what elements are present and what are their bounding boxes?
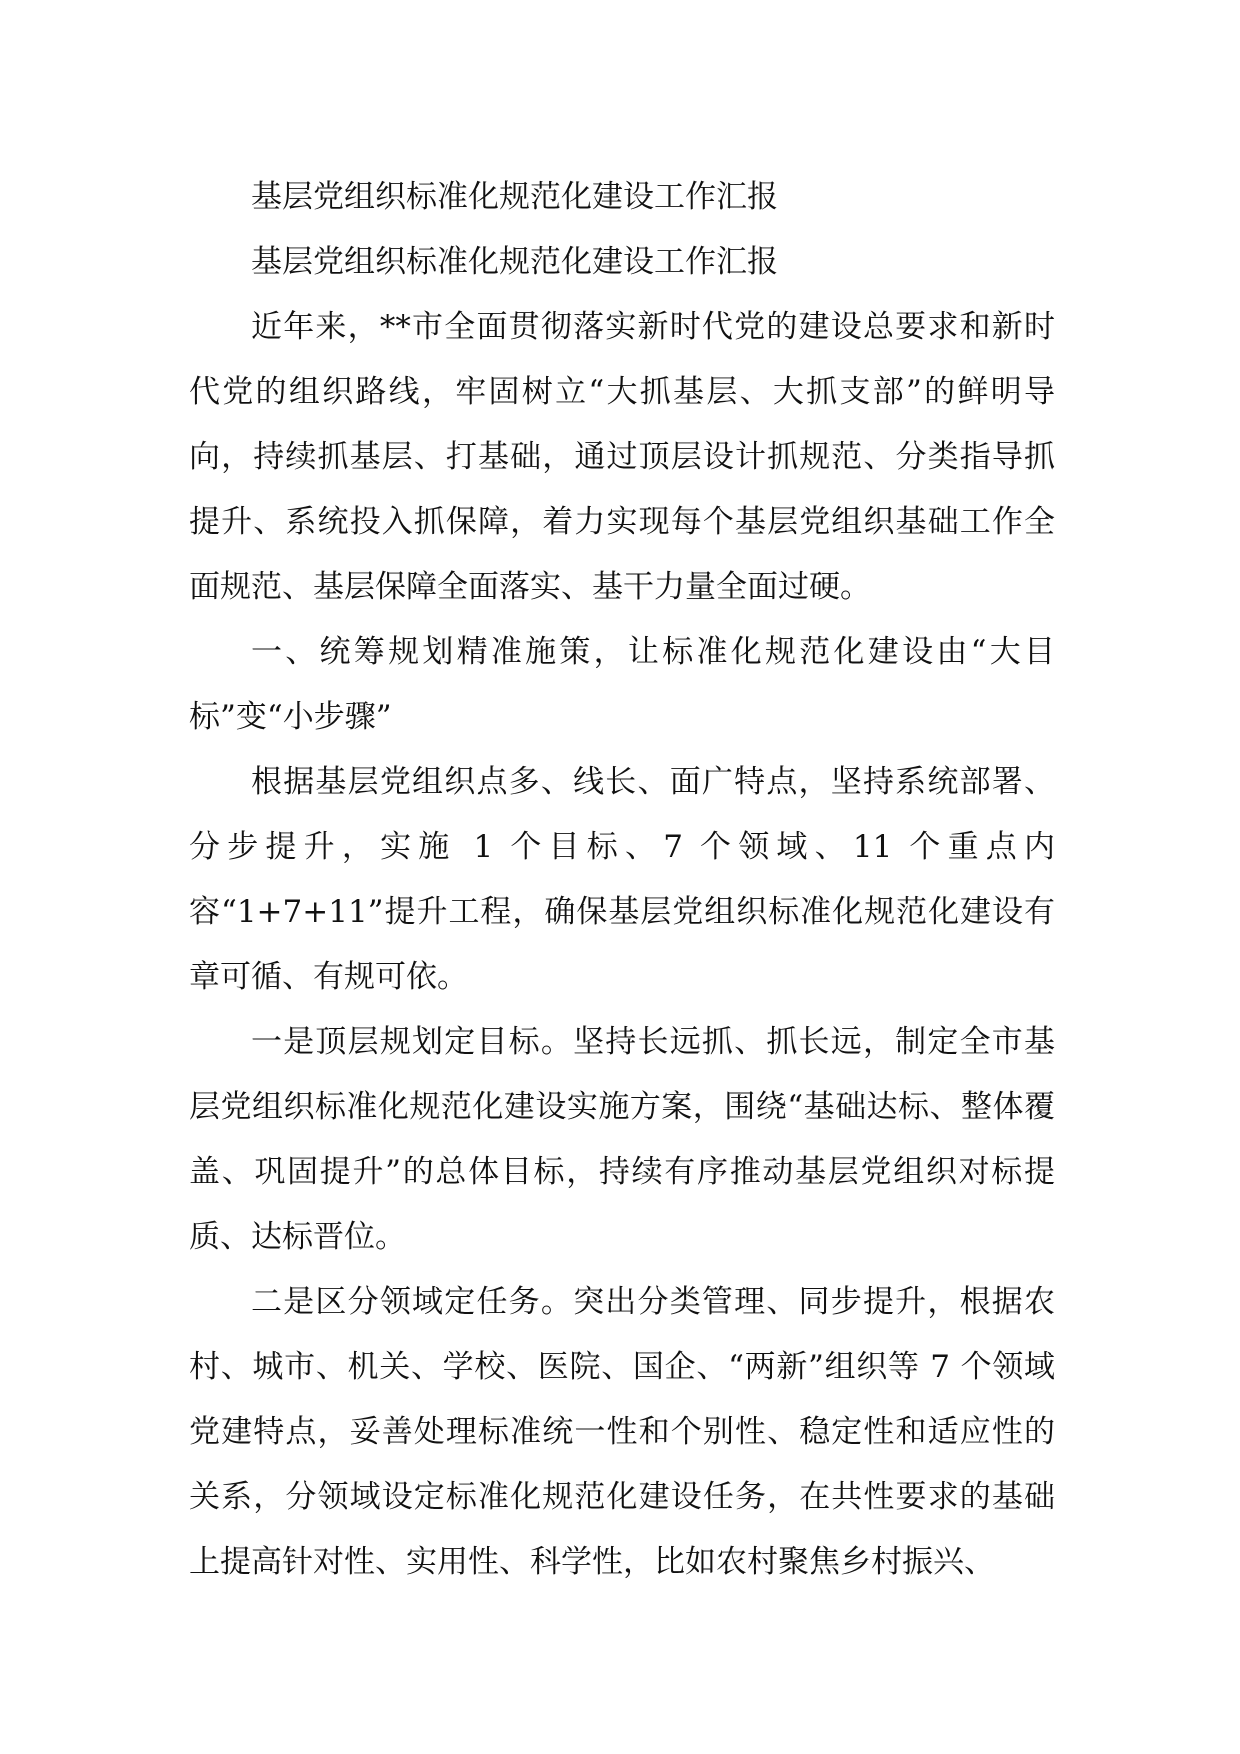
section-heading-1: 一、统筹规划精准施策，让标准化规范化建设由“大目标”变“小步骤” [189,634,1055,735]
intro-paragraph: 近年来，**市全面贯彻落实新时代党的建设总要求和新时代党的组织路线，牢固树立“大抓基层、大抓支部”的鲜明导向，持续抓基层、打基础，通过顶层设计抓规范、分类指导抓提升、系统投入抓保障，着力实现每个基层党组织基础工作全面规范、基层保障全面落实、基干力量全面过硬。 [189,309,1055,605]
body-paragraph: 二是区分领域定任务。突出分类管理、同步提升，根据农村、城市、机关、学校、医院、国企、“两新”组织等 7 个领域党建特点，妥善处理标准统一性和个别性、稳定性和适应性的关系，分领域设定标准化规范化建设任务，在共性要求的基础上提高针对性、实用性、科学性，比如农村聚焦乡村振兴、 [189,1284,1055,1580]
body-paragraph: 一是顶层规划定目标。坚持长远抓、抓长远，制定全市基层党组织标准化规范化建设实施方案，围绕“基础达标、整体覆盖、巩固提升”的总体目标，持续有序推动基层党组织对标提质、达标晋位。 [189,1024,1055,1255]
body-paragraph: 根据基层党组织点多、线长、面广特点，坚持系统部署、分步提升，实施 1 个目标、7 个领域、11 个重点内容“1+7+11”提升工程，确保基层党组织标准化规范化建设有章可循、有规可依。 [189,764,1055,995]
document-page [189,165,1055,1595]
document-subtitle: 基层党组织标准化规范化建设工作汇报 [251,244,778,280]
document-title: 基层党组织标准化规范化建设工作汇报 [251,179,778,215]
